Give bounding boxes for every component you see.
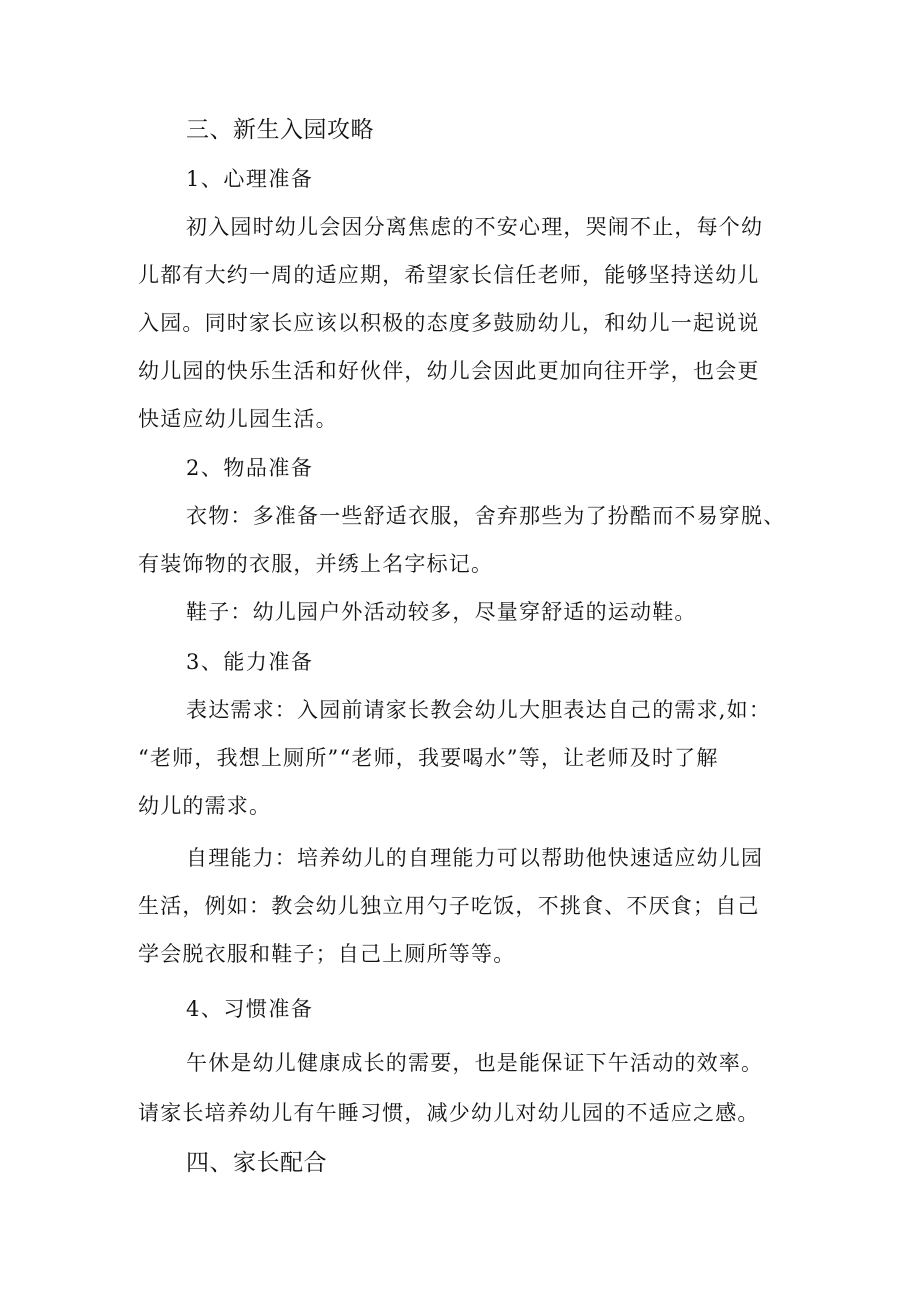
paragraph-line: 午休是幼儿健康成长的需要，也是能保证下午活动的效率。 [186, 1051, 764, 1075]
paragraph-line: 幼儿园的快乐生活和好伙伴，幼儿会因此更加向往开学，也会更 [138, 359, 760, 383]
paragraph-line: “老师，我想上厕所”“老师，我要喝水”等，让老师及时了解 [138, 746, 719, 770]
paragraph-line: 入园。同时家长应该以积极的态度多鼓励幼儿，和幼儿一起说说 [138, 311, 760, 335]
paragraph-line: 幼儿的需求。 [138, 794, 272, 818]
section-3-title: 三、新生入园攻略 [186, 117, 374, 143]
items-prep-heading: 2、物品准备 [186, 456, 314, 480]
section-4-title: 四、家长配合 [186, 1150, 327, 1176]
paragraph-line: 自理能力：培养幼儿的自理能力可以帮助他快速适应幼儿园 [186, 846, 764, 870]
psych-prep-heading: 1、心理准备 [186, 167, 314, 191]
habit-prep-heading: 4、习惯准备 [186, 997, 314, 1021]
paragraph-line: 学会脱衣服和鞋子；自己上厕所等等。 [138, 942, 516, 966]
paragraph-line: 鞋子：幼儿园户外活动较多，尽量穿舒适的运动鞋。 [186, 600, 697, 624]
ability-prep-heading: 3、能力准备 [186, 650, 314, 674]
paragraph-line: 儿都有大约一周的适应期，希望家长信任老师，能够坚持送幼儿 [138, 263, 760, 287]
paragraph-line: 表达需求：入园前请家长教会幼儿大胆表达自己的需求,如： [186, 698, 772, 722]
paragraph-line: 快适应幼儿园生活。 [138, 407, 338, 431]
paragraph-line: 衣物：多准备一些舒适衣服，舍弃那些为了扮酷而不易穿脱、 [186, 504, 786, 528]
paragraph-line: 有装饰物的衣服，并绣上名字标记。 [138, 552, 494, 576]
paragraph-line: 生活，例如：教会幼儿独立用勺子吃饭，不挑食、不厌食；自己 [138, 894, 760, 918]
paragraph-line: 请家长培养幼儿有午睡习惯，减少幼儿对幼儿园的不适应之感。 [138, 1101, 760, 1125]
paragraph-line: 初入园时幼儿会因分离焦虑的不安心理，哭闹不止，每个幼 [186, 215, 764, 239]
